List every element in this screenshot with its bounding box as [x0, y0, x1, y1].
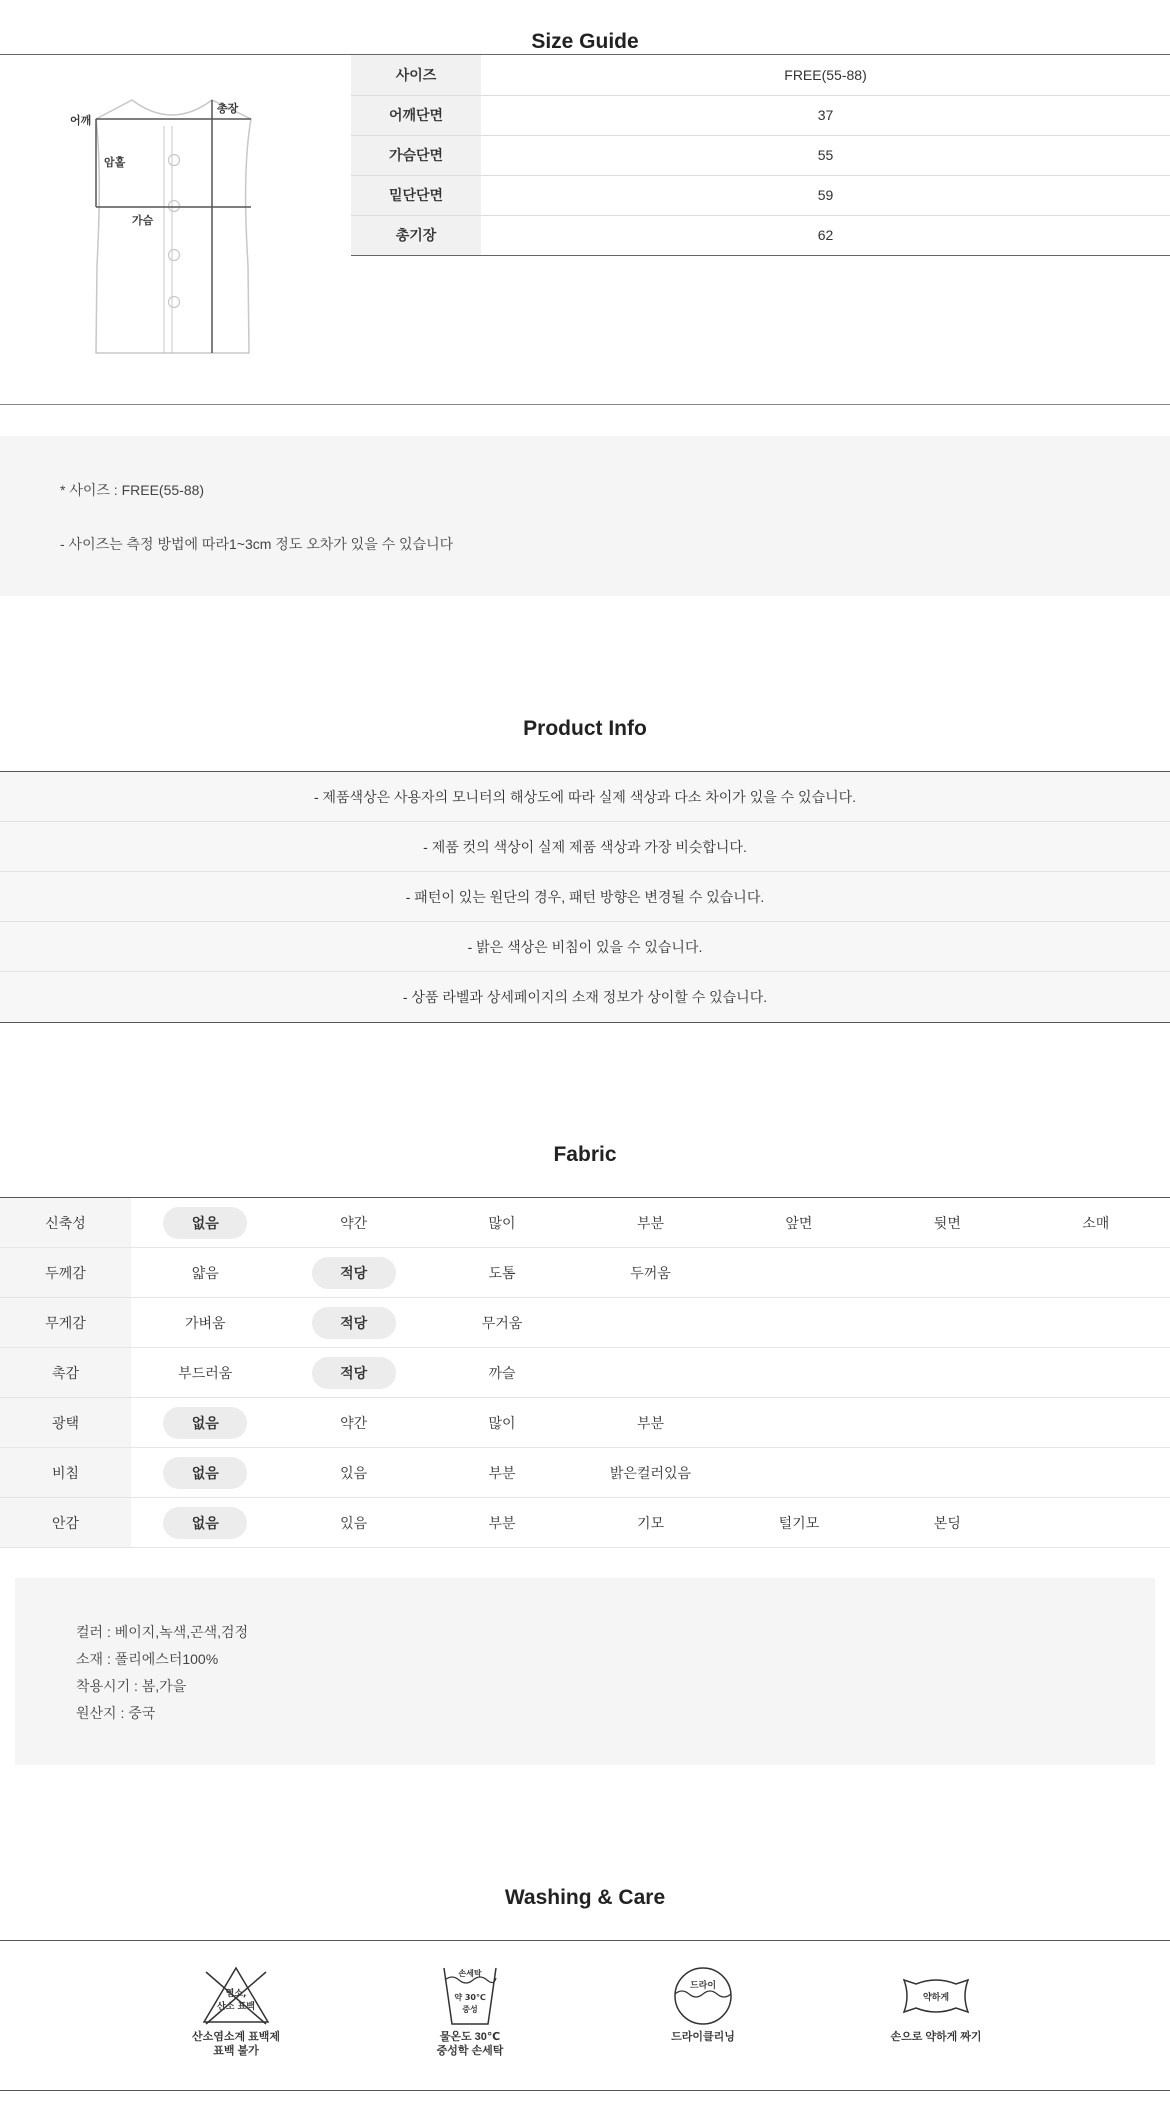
fabric-option-cell: [1022, 1348, 1170, 1398]
table-row: [351, 215, 1170, 255]
label-armhole: 암홀: [104, 157, 126, 169]
table-row: [0, 1498, 1170, 1548]
fabric-option: 있음: [340, 1464, 368, 1481]
fabric-option-cell: [725, 1398, 873, 1448]
fabric-option-cell: [576, 1248, 724, 1298]
fabric-attribute-label: 광택: [0, 1398, 131, 1448]
fabric-option-cell: [131, 1398, 279, 1448]
fabric-option: 앞면: [785, 1214, 813, 1231]
fabric-option-cell: [1022, 1248, 1170, 1298]
dry-clean-text: 드라이: [689, 1981, 717, 1991]
fabric-option: 부분: [636, 1214, 665, 1231]
note-tolerance: - 사이즈는 측정 방법에 따라1~3cm 정도 오차가 있을 수 있습니다: [60, 536, 454, 552]
fabric-option-cell: [576, 1298, 724, 1348]
fabric-option: 두꺼움: [630, 1264, 671, 1281]
fabric-option-cell: [1022, 1498, 1170, 1548]
fabric-option-selected: 없음: [163, 1457, 247, 1489]
vest-size-diagram: [60, 90, 270, 370]
fabric-option: 약간: [340, 1414, 368, 1431]
fabric-option-cell: [279, 1198, 427, 1248]
size-value: 37: [481, 95, 1170, 135]
note-size: * 사이즈 : FREE(55-88): [60, 482, 205, 498]
washing-title: Washing & Care: [504, 1886, 666, 1909]
table-row: [351, 135, 1170, 175]
fabric-option-cell: [428, 1198, 576, 1248]
fabric-option-cell: [428, 1398, 576, 1448]
divider: [0, 2090, 1170, 2091]
spec-origin: 원산지 : 중국: [76, 1705, 156, 1721]
size-label: 사이즈: [351, 55, 481, 95]
fabric-option-cell: [873, 1448, 1021, 1498]
fabric-option-cell: [131, 1248, 279, 1298]
size-notes: [0, 436, 1170, 596]
fabric-option: 까슬: [488, 1364, 516, 1381]
fabric-option-cell: [131, 1348, 279, 1398]
fabric-option-selected: 없음: [163, 1207, 247, 1239]
fabric-option-cell: [873, 1248, 1021, 1298]
fabric-option-selected: 없음: [163, 1507, 247, 1539]
fabric-option: 소매: [1082, 1214, 1110, 1231]
fabric-option-cell: [279, 1298, 427, 1348]
fabric-attribute-label: 신축성: [0, 1198, 131, 1248]
fabric-option: 가벼움: [184, 1314, 226, 1331]
fabric-option-cell: [131, 1298, 279, 1348]
fabric-option-cell: [1022, 1448, 1170, 1498]
fabric-option-cell: [1022, 1298, 1170, 1348]
product-spec: [15, 1578, 1155, 1765]
fabric-option-cell: [576, 1498, 724, 1548]
fabric-option: 부분: [636, 1414, 665, 1431]
label-length: 총장: [217, 103, 239, 115]
fabric-option-cell: [131, 1448, 279, 1498]
fabric-option-cell: [873, 1498, 1021, 1548]
table-row: [0, 1398, 1170, 1448]
hand-wash-text-2: 약 30℃: [454, 1993, 486, 2002]
label-chest: 가슴: [132, 215, 154, 227]
fabric-option-cell: [576, 1348, 724, 1398]
no-bleach-label-line1: 산소염소계 표백제: [191, 2031, 281, 2043]
hand-wash-label-line1: 물온도 30℃: [439, 2031, 501, 2043]
dry-clean-label: [623, 2030, 783, 2044]
list-item: - 제품색상은 사용자의 모니터의 해상도에 따라 실제 색상과 다소 차이가 있을 수 있습니다.: [0, 772, 1170, 822]
no-bleach-icon: [196, 1964, 276, 2028]
fabric-option-cell: [428, 1498, 576, 1548]
list-item: - 패턴이 있는 원단의 경우, 패턴 방향은 변경될 수 있습니다.: [0, 872, 1170, 922]
fabric-option-cell: [725, 1448, 873, 1498]
fabric-option-cell: [576, 1448, 724, 1498]
table-row: [0, 1248, 1170, 1298]
hand-wash-text-1: 손세탁: [458, 1969, 482, 1978]
fabric-option: 많이: [488, 1414, 516, 1431]
fabric-option-cell: [279, 1248, 427, 1298]
fabric-option-cell: [131, 1498, 279, 1548]
no-bleach-label: [156, 2030, 316, 2058]
fabric-option: 털기모: [778, 1514, 820, 1531]
fabric-option: 기모: [636, 1514, 665, 1531]
wring-gently-label-line1: 손으로 약하게 짜기: [890, 2031, 982, 2043]
table-row: [351, 175, 1170, 215]
fabric-option: 많이: [488, 1214, 516, 1231]
hand-wash-text-3: 중성: [462, 2005, 478, 2014]
wring-text: 약하게: [922, 1993, 950, 2003]
fabric-option-cell: [873, 1398, 1021, 1448]
spec-season: 착용시기 : 봄,가을: [76, 1678, 187, 1694]
spec-material: 소재 : 폴리에스터100%: [76, 1651, 219, 1667]
fabric-option-cell: [725, 1248, 873, 1298]
table-row: [0, 1298, 1170, 1348]
size-label: 가슴단면: [351, 135, 481, 175]
table-row: [0, 1448, 1170, 1498]
size-value: FREE(55-88): [481, 55, 1170, 95]
fabric-option: 얇음: [191, 1264, 219, 1281]
fabric-option-cell: [873, 1298, 1021, 1348]
fabric-option: 뒷면: [933, 1214, 961, 1231]
table-row: [0, 1198, 1170, 1248]
fabric-option: 부분: [488, 1464, 516, 1481]
product-info-title: Product Info: [523, 717, 647, 740]
table-row: [351, 55, 1170, 95]
hand-wash-icon: [430, 1964, 510, 2028]
fabric-attribute-label: 두께감: [0, 1248, 131, 1298]
no-bleach-text-2: 산소 표백: [217, 2002, 255, 2012]
fabric-option-cell: [279, 1498, 427, 1548]
size-label: 밑단단면: [351, 175, 481, 215]
fabric-option-selected: 적당: [312, 1257, 396, 1289]
fabric-attribute-label: 촉감: [0, 1348, 131, 1398]
fabric-attribute-label: 안감: [0, 1498, 131, 1548]
fabric-option-selected: 적당: [312, 1357, 396, 1389]
size-label: 총기장: [351, 215, 481, 255]
fabric-option-cell: [576, 1398, 724, 1448]
dry-clean-label-line1: 드라이클리닝: [671, 2031, 735, 2043]
size-value: 55: [481, 135, 1170, 175]
fabric-option: 무거움: [481, 1314, 523, 1331]
fabric-option-cell: [428, 1348, 576, 1398]
fabric-option-cell: [279, 1448, 427, 1498]
fabric-option-cell: [428, 1298, 576, 1348]
fabric-option-cell: [873, 1348, 1021, 1398]
fabric-option: 본딩: [933, 1514, 961, 1531]
wring-gently-label: [856, 2030, 1016, 2044]
product-info-list: [0, 771, 1170, 1023]
wring-gently-icon: [896, 1964, 976, 2028]
size-label: 어깨단면: [351, 95, 481, 135]
fabric-option-cell: [725, 1298, 873, 1348]
size-table: [351, 55, 1170, 256]
fabric-option-cell: [1022, 1198, 1170, 1248]
fabric-option: 부분: [488, 1514, 516, 1531]
fabric-attribute-label: 비침: [0, 1448, 131, 1498]
fabric-table: [0, 1197, 1170, 1548]
table-row: [0, 1348, 1170, 1398]
fabric-option-selected: 적당: [312, 1307, 396, 1339]
list-item: - 상품 라벨과 상세페이지의 소재 정보가 상이할 수 있습니다.: [0, 972, 1170, 1022]
fabric-option-cell: [873, 1198, 1021, 1248]
fabric-option-cell: [279, 1398, 427, 1448]
fabric-option: 있음: [340, 1514, 368, 1531]
fabric-option-cell: [428, 1448, 576, 1498]
list-item: - 밝은 색상은 비침이 있을 수 있습니다.: [0, 922, 1170, 972]
list-item: - 제품 컷의 색상이 실제 제품 색상과 가장 비슷합니다.: [0, 822, 1170, 872]
fabric-attribute-label: 무게감: [0, 1298, 131, 1348]
fabric-option-cell: [131, 1198, 279, 1248]
fabric-option: 도톰: [488, 1264, 516, 1281]
no-bleach-label-line2: 표백 불가: [213, 2045, 259, 2057]
fabric-option: 부드러움: [178, 1364, 233, 1381]
fabric-option-cell: [725, 1348, 873, 1398]
fabric-option-cell: [1022, 1398, 1170, 1448]
fabric-option-cell: [725, 1198, 873, 1248]
vest-outline-icon: [60, 90, 270, 370]
fabric-option: 약간: [340, 1214, 368, 1231]
fabric-title: Fabric: [553, 1143, 617, 1166]
fabric-option-cell: [725, 1498, 873, 1548]
size-value: 62: [481, 215, 1170, 255]
fabric-option-selected: 없음: [163, 1407, 247, 1439]
size-guide-title: Size Guide: [531, 30, 639, 53]
fabric-option-cell: [576, 1198, 724, 1248]
fabric-option: 밝은컬러있음: [609, 1464, 692, 1481]
divider: [0, 1940, 1170, 1941]
dry-clean-icon: [663, 1964, 743, 2028]
label-shoulder: 어깨: [70, 115, 92, 127]
size-value: 59: [481, 175, 1170, 215]
fabric-option-cell: [428, 1248, 576, 1298]
table-row: [351, 95, 1170, 135]
spec-color: 컬러 : 베이지,녹색,곤색,검정: [76, 1624, 249, 1640]
divider: [0, 404, 1170, 405]
fabric-option-cell: [279, 1348, 427, 1398]
no-bleach-text-1: 염소,: [225, 1989, 247, 1999]
hand-wash-label: [390, 2030, 550, 2058]
hand-wash-label-line2: 중성학 손세탁: [436, 2045, 504, 2057]
